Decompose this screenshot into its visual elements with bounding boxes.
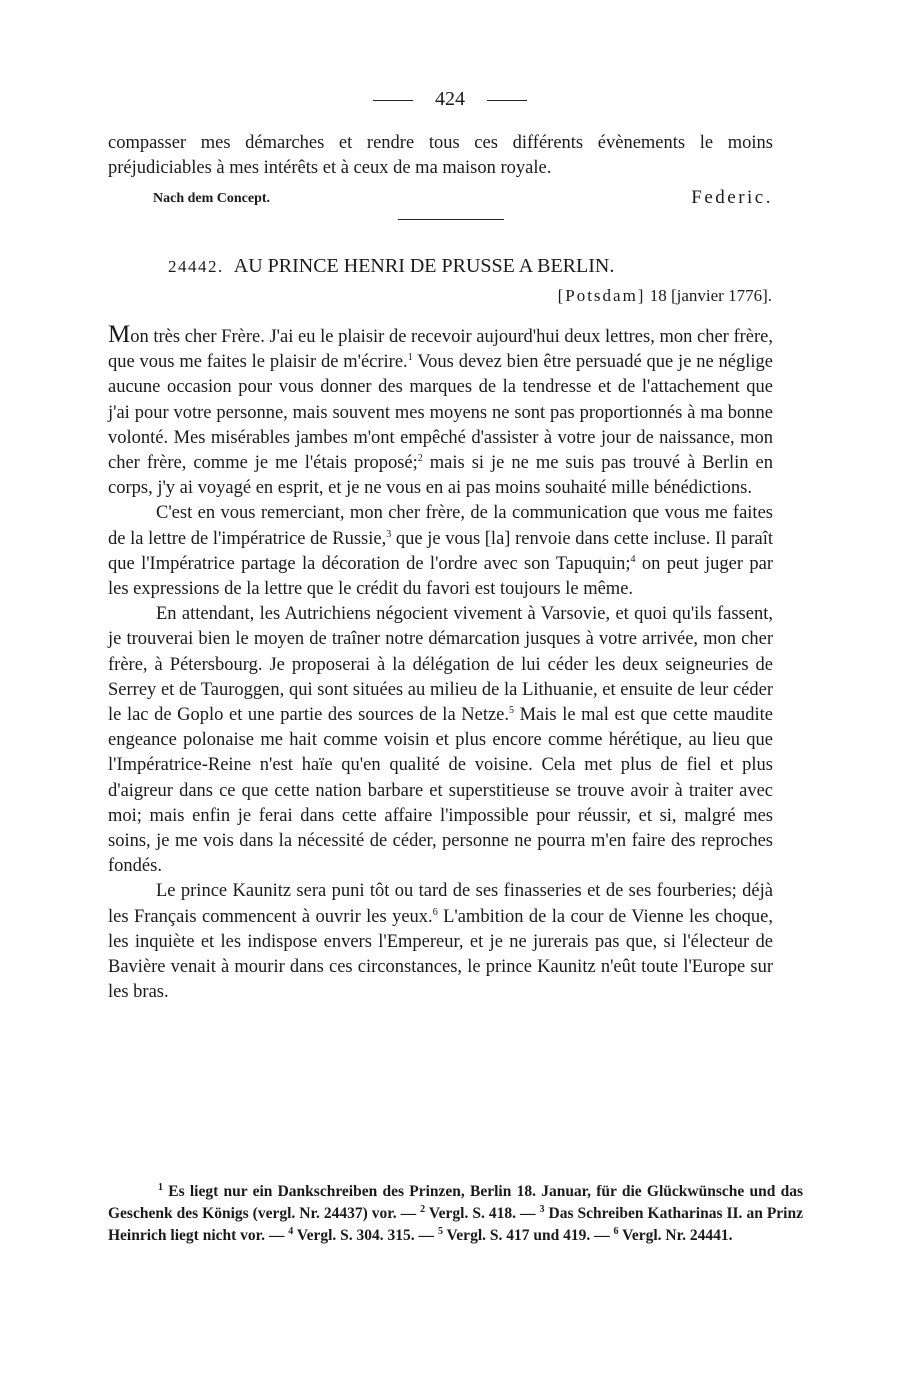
paragraph-1: Mon très cher Frère. J'ai eu le plaisir de recevoir aujourd'hui deux lettres, mon cher frère, que vous me faites le plaisir de m'écrire.$^1$ Vous devez bien être persuadé que je ne néglige aucune occasion pour vous donner des marques de la tendresse et de l'attachement que j'ai pour votre personne, mais souvent mes moyens ne sont pas proportionnés à ma bonne volonté. Mes misérables jambes m'ont empêché d'assister à votre jour de naissance, mon cher frère, comme je me l'étais proposé;$^2$ mais si je ne me suis pas trouvé à Berlin en corps, j'y ai voyagé en esprit, et je ne vous en ai pas moins souhaité mille bénédictions. — [108, 321, 773, 499]
paragraph-4: Le prince Kaunitz sera puni tôt ou tard de ses finasseries et de ses fourberies; déjà les Français commencent à ouvrir les yeux.$^6$ L'ambition de la cour de Vienne les choque, les inquiète et les indispose envers l'Empereur, et je ne jurerais pas que, si l'électeur de Bavière venait à mourir dans ces circonstances, le prince Kaunitz n'eût toute l'Europe sur les bras. — [108, 881, 773, 1003]
paragraph-3: En attendant, les Autrichiens négocient vivement à Varsovie, et quoi qu'ils fassent, je trouverai bien le moyen de traîner notre démarcation jusques à votre arrivée, mon cher frère, à Pétersbourg. Je proposerai à la délégation de lui céder les deux seigneuries de Serrey et de Tauroggen, qui sont situées au milieu de la Lithuanie, et ensuite de leur céder le lac de Goplo et une partie des sources de la Netze.$^5$ Mais le mal est que cette maudite engeance polonaise me hait comme voisin et plus encore comme hérétique, au lieu que l'Impératrice-Reine n'est haïe qu'en qualité de voisine. Cela met plus de fiel et plus d'aigreur dans ce que cette nation barbare et superstitieuse se trouve avoir à traiter avec moi; mais enfin je ferai dans cette affaire l'impossible pour réussir, et si, malgré mes soins, je me vois dans la nécessité de céder, personne ne pourra m'en faire des reproches fondés. — [108, 604, 774, 877]
signature: Federic. — [691, 187, 773, 208]
continuation-paragraph: compasser mes démarches et rendre tous ces différents évènements le moins préjudiciables à mes intérêts et à ceux de ma maison royale. — [108, 133, 773, 179]
footnote-text: Vergl. S. 417 und 419. — — [442, 1227, 614, 1244]
footnote-ref: 1 — [407, 352, 413, 364]
initial-letter: M — [108, 321, 131, 348]
header-rule-left — [373, 100, 413, 101]
signature-line — [153, 185, 773, 209]
footnote-mark: 2 — [420, 1203, 426, 1215]
section-separator — [398, 219, 504, 220]
footnote-mark: 3 — [539, 1203, 545, 1215]
footnote-mark: 5 — [437, 1225, 443, 1237]
footnote-mark: 6 — [613, 1225, 619, 1237]
footnotes — [108, 1181, 803, 1247]
footnote-ref: 3 — [386, 528, 392, 540]
footnote-ref: 4 — [630, 553, 636, 565]
letter-heading — [168, 253, 614, 280]
footnote-text: Vergl. Nr. 24441. — [618, 1227, 733, 1244]
letter-title: AU PRINCE HENRI DE PRUSSE A BERLIN. — [233, 255, 615, 277]
footnote-text: Das Schreiben Katharinas II. an Prinz Heinrich liegt nicht vor. — — [108, 1205, 803, 1244]
footnote-mark: 4 — [288, 1225, 294, 1237]
footnote-ref: 2 — [417, 452, 423, 464]
letter-number: 24442. — [168, 257, 224, 276]
header-rule-right — [487, 100, 527, 101]
continuation-text — [108, 131, 773, 181]
page-number: 424 — [435, 88, 465, 110]
page-header — [0, 86, 900, 112]
footnote-mark: 1 — [158, 1181, 163, 1193]
letter-dateline — [558, 284, 772, 308]
paragraph-2: C'est en vous remerciant, mon cher frère, de la communication que vous me faites de la lettre de l'impératrice de Russie,$^3$ que je vous [la] renvoie dans cette incluse. Il paraît que l'Impératrice partage la décoration de l'ordre avec son Tapuquin;$^4$ on peut juger par les expressions de la lettre que le crédit du favori est toujours le même. — [108, 503, 773, 600]
footnote-block — [108, 1181, 803, 1247]
letter-place: [Potsdam] — [557, 286, 646, 305]
letter-date: 18 [janvier 1776]. — [649, 286, 772, 305]
footnote-text: Vergl. S. 304. 315. — — [293, 1227, 438, 1244]
footnote-text: Es liegt nur ein Dankschreiben des Prinzen, Berlin 18. Januar, für die Glückwünsche und das Geschenk des Königs (vergl. Nr. 24437) vor. — — [108, 1183, 803, 1222]
footnote-text: Vergl. S. 418. — — [425, 1205, 540, 1222]
footnote-ref: 5 — [509, 704, 515, 716]
letter-body — [108, 322, 773, 1005]
source-note: Nach dem Concept. — [153, 191, 271, 206]
footnote-ref: 6 — [432, 906, 438, 918]
